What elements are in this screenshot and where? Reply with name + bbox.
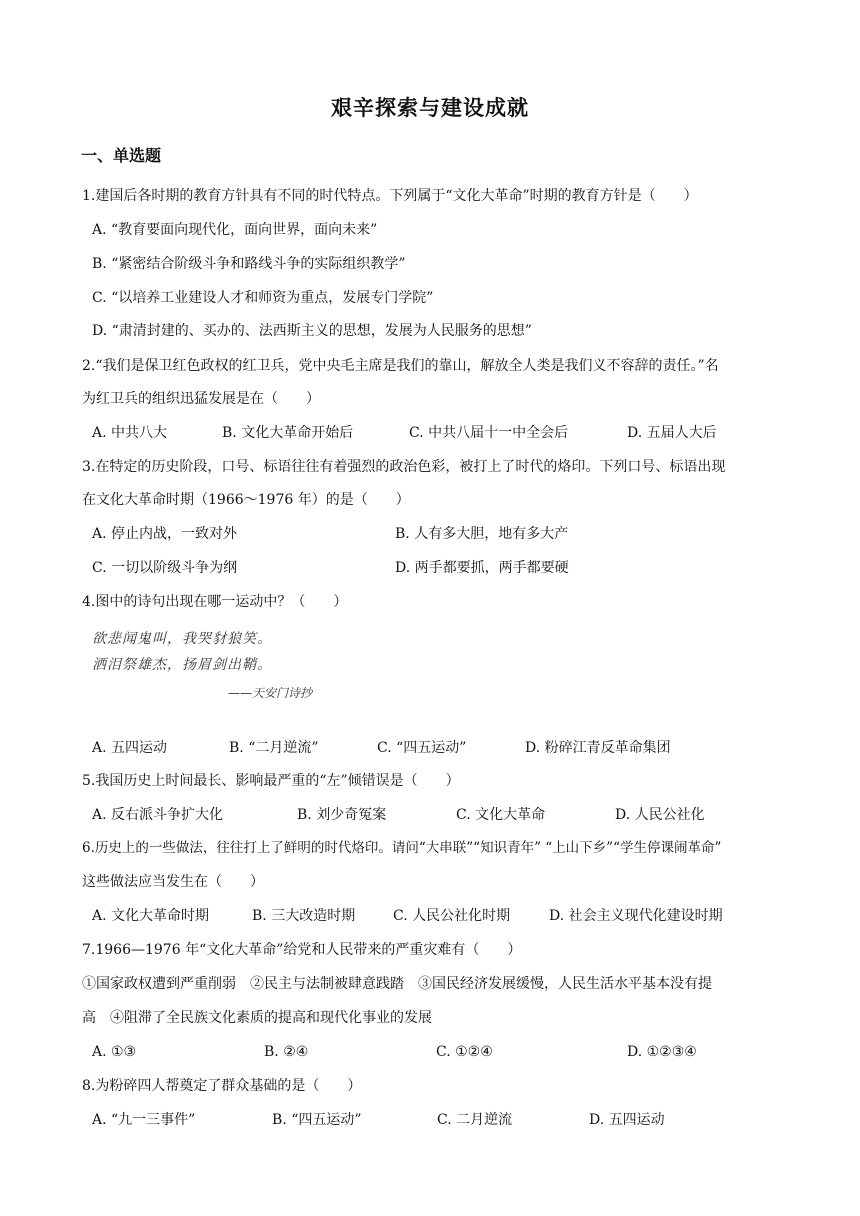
question-8-stem: 8.为粉碎四人帮奠定了群众基础的是（ ） xyxy=(82,1078,362,1094)
poem-image xyxy=(90,626,340,708)
section-heading: 一、单选题 xyxy=(81,146,162,165)
question-4-option-a[interactable]: A. 五四运动 xyxy=(92,740,168,756)
question-3-option-a[interactable]: A. 停止内战，一致对外 xyxy=(92,526,238,542)
question-1-stem: 1.建国后各时期的教育方针具有不同的时代特点。下列属于“文化大革命”时期的教育方针是（ ） xyxy=(82,188,698,204)
question-4-option-c[interactable]: C. “四五运动” xyxy=(377,740,467,756)
question-7-option-b[interactable]: B. ②④ xyxy=(264,1044,309,1060)
question-3-stem-line2: 在文化大革命时期（1966～1976 年）的是（ ） xyxy=(82,492,410,508)
question-1-option-b[interactable]: B. “紧密结合阶级斗争和路线斗争的实际组织教学” xyxy=(92,256,406,272)
question-6-stem-line2: 这些做法应当发生在（ ） xyxy=(82,874,264,890)
question-1-option-c[interactable]: C. “以培养工业建设人才和师资为重点，发展专门学院” xyxy=(92,290,434,306)
question-2-stem-line1: 2.“我们是保卫红色政权的红卫兵，党中央毛主席是我们的靠山，解放全人类是我们义不容辞的责任。”名 xyxy=(82,358,719,374)
question-5-stem: 5.我国历史上时间最长、影响最严重的“左”倾错误是（ ） xyxy=(82,773,460,789)
question-6-option-b[interactable]: B. 三大改造时期 xyxy=(252,908,356,924)
question-2-option-b[interactable]: B. 文化大革命开始后 xyxy=(222,425,354,441)
question-4-stem: 4.图中的诗句出现在哪一运动中？（ ） xyxy=(82,594,348,610)
poem-line-1: 欲悲闻鬼叫，我哭豺狼笑。 xyxy=(92,631,272,647)
question-2-option-a[interactable]: A. 中共八大 xyxy=(92,425,168,441)
question-2-option-d[interactable]: D. 五届人大后 xyxy=(627,425,717,441)
question-6-option-c[interactable]: C. 人民公社化时期 xyxy=(393,908,511,924)
question-7-option-c[interactable]: C. ①②④ xyxy=(436,1044,493,1060)
question-6-option-d[interactable]: D. 社会主义现代化建设时期 xyxy=(549,908,723,924)
question-8-option-d[interactable]: D. 五四运动 xyxy=(589,1112,665,1128)
question-5-option-a[interactable]: A. 反右派斗争扩大化 xyxy=(92,807,224,823)
poem-source: ——天安门诗抄 xyxy=(228,686,313,700)
question-3-option-d[interactable]: D. 两手都要抓，两手都要硬 xyxy=(395,560,569,576)
poem-line-2: 洒泪祭雄杰，扬眉剑出鞘。 xyxy=(92,657,272,673)
question-3-option-c[interactable]: C. 一切以阶级斗争为纲 xyxy=(92,560,238,576)
question-3-stem-line1: 3.在特定的历史阶段，口号、标语往往有着强烈的政治色彩，被打上了时代的烙印。下列口号、标语出现 xyxy=(82,459,726,475)
question-4-option-d[interactable]: D. 粉碎江青反革命集团 xyxy=(525,740,671,756)
question-7-option-a[interactable]: A. ①③ xyxy=(92,1044,137,1060)
question-4-option-b[interactable]: B. “二月逆流” xyxy=(229,740,319,756)
question-1-option-d[interactable]: D. “肃清封建的、买办的、法西斯主义的思想，发展为人民服务的思想” xyxy=(92,323,532,339)
question-8-option-c[interactable]: C. 二月逆流 xyxy=(437,1112,513,1128)
question-7-stem: 7.1966—1976 年“文化大革命”给党和人民带来的严重灾难有（ ） xyxy=(82,942,522,958)
question-6-stem-line1: 6.历史上的一些做法，往往打上了鲜明的时代烙印。请问“大串联”“知识青年” “上山下乡”“学生停课闹革命” xyxy=(82,840,722,856)
question-6-option-a[interactable]: A. 文化大革命时期 xyxy=(92,908,210,924)
question-8-option-a[interactable]: A. “九一三事件” xyxy=(92,1112,196,1128)
question-7-items-line2: 高 ④阻滞了全民族文化素质的提高和现代化事业的发展 xyxy=(82,1010,432,1026)
question-5-option-b[interactable]: B. 刘少奇冤案 xyxy=(297,807,387,823)
question-5-option-d[interactable]: D. 人民公社化 xyxy=(615,807,705,823)
question-2-stem-line2: 为红卫兵的组织迅猛发展是在（ ） xyxy=(82,391,320,407)
question-7-option-d[interactable]: D. ①②③④ xyxy=(627,1044,697,1060)
question-5-option-c[interactable]: C. 文化大革命 xyxy=(456,807,546,823)
question-7-items-line1: ①国家政权遭到严重削弱 ②民主与法制被肆意践踏 ③国民经济发展缓慢，人民生活水平基本没有提 xyxy=(82,976,712,992)
question-8-option-b[interactable]: B. “四五运动” xyxy=(272,1112,362,1128)
question-1-option-a[interactable]: A. “教育要面向现代化，面向世界，面向未来” xyxy=(92,222,378,238)
question-2-option-c[interactable]: C. 中共八届十一中全会后 xyxy=(409,425,569,441)
page-title: 艰辛探索与建设成就 xyxy=(331,96,529,120)
question-3-option-b[interactable]: B. 人有多大胆，地有多大产 xyxy=(395,526,569,542)
